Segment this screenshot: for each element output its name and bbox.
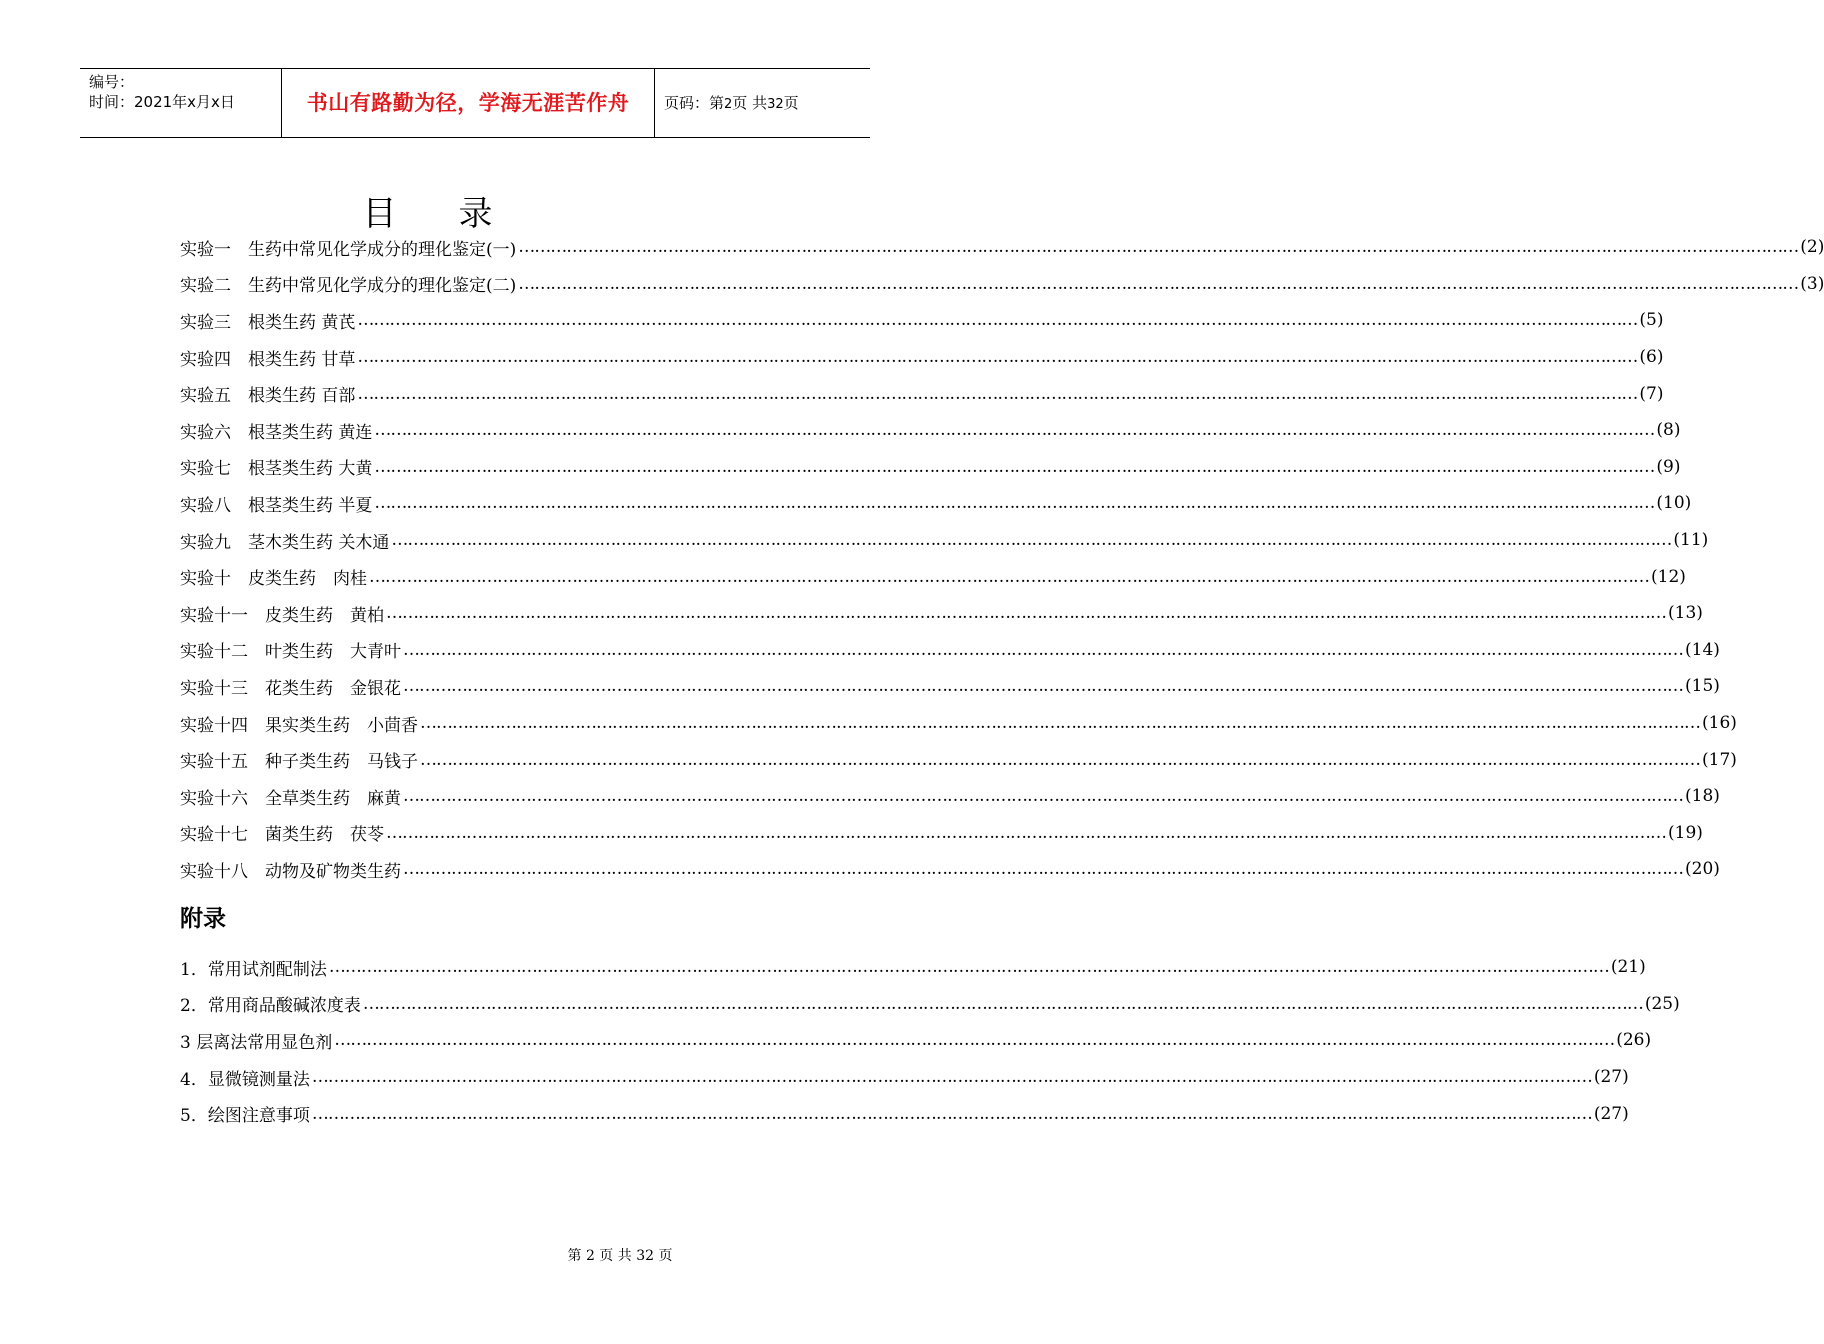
toc-entry (180, 485, 1692, 522)
toc-entry-page: (15) (1685, 676, 1720, 697)
toc-entry-page: (11) (1673, 530, 1709, 551)
toc-entry-page: (7) (1639, 383, 1664, 404)
toc-entry-label: 实验六 根茎类生药 黄连 (180, 422, 373, 443)
appendix-entry-label: 4．显微镜测量法 (180, 1069, 310, 1090)
toc-entry-label: 实验四 根类生药 甘草 (180, 349, 356, 370)
toc-entry (180, 375, 1664, 412)
appendix-entry-label: 1．常用试剂配制法 (180, 959, 327, 980)
dot-leader: …………………………………………………………………………………………………………………………………………………………………………………………………………………… (374, 493, 1655, 514)
toc-entry-label: 实验九 茎木类生药 关木通 (180, 532, 390, 553)
toc-entry (180, 778, 1720, 815)
toc-entry-page: (6) (1639, 347, 1664, 368)
dot-leader: …………………………………………………………………………………………………………………………………………………………………………………………………………………… (420, 713, 1700, 734)
header-motto: 书山有路勤为径，学海无涯苦作舟 (306, 91, 630, 115)
toc-entry (180, 229, 1824, 266)
toc-entry-label: 实验十四 果实类生药 小茴香 (180, 715, 418, 736)
dot-leader: …………………………………………………………………………………………………………………………………………………………………………………………………………………… (311, 1103, 1592, 1124)
toc-entry-label: 实验八 根茎类生药 半夏 (180, 495, 373, 516)
page-footer: 第 2 页 共 32 页 (567, 1248, 673, 1264)
appendix-entry-label: 5．绘图注意事项 (180, 1106, 310, 1127)
toc-entry (180, 449, 1681, 486)
page-total: 32 (767, 97, 784, 112)
toc-entry-page: (14) (1685, 639, 1720, 660)
toc-entry (180, 266, 1824, 303)
toc-entry-label: 实验十八 动物及矿物类生药 (180, 861, 401, 882)
dot-leader: …………………………………………………………………………………………………………………………………………………………………………………………………………………… (403, 859, 1683, 880)
page-suffix: 页 (783, 94, 799, 112)
appendix-entry-label: 2．常用商品酸碱浓度表 (180, 996, 361, 1017)
dot-leader: …………………………………………………………………………………………………………………………………………………………………………………………………………………… (357, 383, 1638, 404)
dot-leader: …………………………………………………………………………………………………………………………………………………………………………………………………………………… (386, 603, 1666, 624)
page-mid: 页 共 (732, 94, 768, 112)
appendix-entry (180, 1095, 1629, 1132)
appendix-entry (180, 986, 1680, 1023)
toc-entry-page: (10) (1656, 493, 1692, 514)
toc-entry (180, 705, 1737, 742)
toc-entry-label: 实验十六 全草类生药 麻黄 (180, 788, 401, 809)
toc-entry-label: 实验二 生药中常见化学成分的理化鉴定(二) (180, 276, 517, 297)
document-header (80, 68, 870, 138)
toc-entry-label: 实验十三 花类生药 金银花 (180, 678, 401, 699)
toc-entry-label: 实验十七 菌类生药 茯苓 (180, 825, 384, 846)
appendix-entry-page: (26) (1616, 1030, 1652, 1051)
dot-leader: …………………………………………………………………………………………………………………………………………………………………………………………………………………… (334, 1030, 1615, 1051)
toc-entry (180, 522, 1709, 559)
toc-entry-page: (12) (1651, 566, 1686, 587)
toc-entry (180, 851, 1720, 888)
dot-leader: …………………………………………………………………………………………………………………………………………………………………………………………………………………… (374, 456, 1655, 477)
toc-entry-label: 实验十二 叶类生药 大青叶 (180, 642, 401, 663)
dot-leader: …………………………………………………………………………………………………………………………………………………………………………………………………………………… (311, 1067, 1592, 1088)
toc-entry (180, 632, 1720, 669)
toc-entry-page: (20) (1685, 859, 1720, 880)
header-page-info (664, 69, 799, 137)
toc-entry-page: (2) (1800, 237, 1824, 258)
toc-entry-label: 实验十一 皮类生药 黄柏 (180, 605, 384, 626)
toc-entry-page: (19) (1668, 822, 1703, 843)
appendix-entry (180, 1022, 1652, 1059)
dot-leader: …………………………………………………………………………………………………………………………………………………………………………………………………………………… (403, 786, 1683, 807)
document-number-label: 编号： (89, 73, 135, 91)
appendix-entry-page: (25) (1644, 993, 1680, 1014)
dot-leader: …………………………………………………………………………………………………………………………………………………………………………………………………………………… (403, 676, 1683, 697)
dot-leader: …………………………………………………………………………………………………………………………………………………………………………………………………………………… (391, 530, 1672, 551)
dot-leader: …………………………………………………………………………………………………………………………………………………………………………………………………………………… (374, 420, 1655, 441)
dot-leader: …………………………………………………………………………………………………………………………………………………………………………………………………………………… (362, 993, 1643, 1014)
toc-entry-label: 实验十 皮类生药 肉桂 (180, 569, 367, 590)
appendix-list (180, 949, 1680, 1132)
page-title: 目录 (362, 194, 555, 234)
toc-entry-page: (13) (1668, 603, 1703, 624)
toc-entry (180, 595, 1703, 632)
dot-leader: …………………………………………………………………………………………………………………………………………………………………………………………………………………… (386, 822, 1666, 843)
toc-entry-label: 实验三 根类生药 黄芪 (180, 312, 356, 333)
toc-entry-label: 实验五 根类生药 百部 (180, 386, 356, 407)
toc-entry (180, 302, 1664, 339)
appendix-entry-page: (21) (1610, 957, 1646, 978)
dot-leader: …………………………………………………………………………………………………………………………………………………………………………………………………………………… (420, 749, 1700, 770)
toc-entry-label: 实验十五 种子类生药 马钱子 (180, 752, 418, 773)
toc-entry-page: (8) (1656, 420, 1681, 441)
toc-entry-page: (5) (1639, 310, 1664, 331)
toc-entry-page: (18) (1685, 786, 1720, 807)
appendix-heading: 附录 (180, 906, 226, 932)
table-of-contents (180, 229, 1824, 888)
document-time-label: 时间：2021年x月x日 (89, 93, 235, 111)
toc-entry (180, 558, 1686, 595)
toc-entry-page: (16) (1702, 713, 1737, 734)
header-meta (89, 72, 235, 112)
toc-entry (180, 412, 1681, 449)
page-prefix: 页码：第 (664, 94, 725, 112)
header-divider (654, 69, 655, 137)
dot-leader: …………………………………………………………………………………………………………………………………………………………………………………………………………………… (357, 310, 1638, 331)
toc-entry (180, 815, 1703, 852)
toc-entry (180, 741, 1737, 778)
appendix-entry-page: (27) (1593, 1103, 1629, 1124)
toc-entry (180, 668, 1720, 705)
toc-entry (180, 339, 1664, 376)
toc-entry-page: (9) (1656, 456, 1681, 477)
dot-leader: …………………………………………………………………………………………………………………………………………………………………………………………………………………… (369, 566, 1649, 587)
toc-entry-page: (3) (1800, 273, 1824, 294)
dot-leader: …………………………………………………………………………………………………………………………………………………………………………………………………………………… (403, 639, 1683, 660)
toc-entry-page: (17) (1702, 749, 1737, 770)
appendix-entry-page: (27) (1593, 1067, 1629, 1088)
toc-entry-label: 实验七 根茎类生药 大黄 (180, 459, 373, 480)
dot-leader: …………………………………………………………………………………………………………………………………………………………………………………………………………………… (518, 273, 1799, 294)
dot-leader: …………………………………………………………………………………………………………………………………………………………………………………………………………………… (518, 237, 1799, 258)
appendix-entry (180, 1059, 1629, 1096)
toc-entry-label: 实验一 生药中常见化学成分的理化鉴定(一) (180, 239, 517, 260)
appendix-entry (180, 949, 1646, 986)
dot-leader: …………………………………………………………………………………………………………………………………………………………………………………………………………………… (328, 957, 1609, 978)
page-current: 2 (724, 97, 733, 112)
dot-leader: …………………………………………………………………………………………………………………………………………………………………………………………………………………… (357, 347, 1638, 368)
appendix-entry-label: 3 层离法常用显色剂 (180, 1032, 333, 1053)
